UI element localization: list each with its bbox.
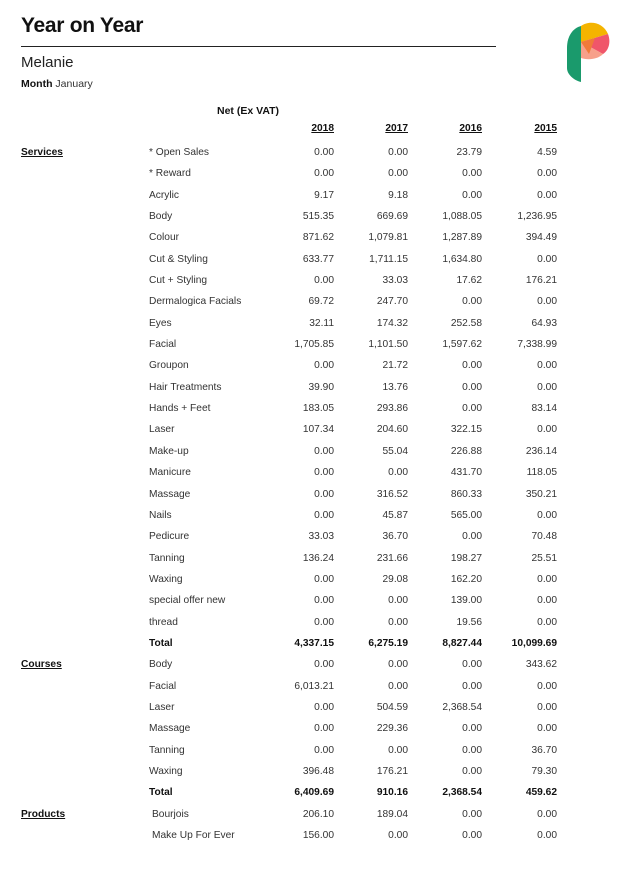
table-row [0, 143, 632, 164]
value-2015: 0.00 [537, 168, 557, 180]
month-label: Month [21, 78, 53, 90]
value-2016: 0.00 [462, 168, 482, 180]
value-2015: 0.00 [537, 616, 557, 628]
row-label: Manicure [149, 467, 191, 479]
value-2015: 343.62 [525, 659, 557, 671]
value-2018: 0.00 [314, 744, 334, 756]
table-row [0, 613, 632, 634]
value-2016: 0.00 [462, 744, 482, 756]
row-label: Laser [149, 701, 175, 713]
value-2017: 0.00 [388, 595, 408, 607]
value-2015: 0.00 [537, 296, 557, 308]
value-2016: 431.70 [450, 467, 482, 479]
value-2018: 0.00 [314, 488, 334, 500]
value-2015: 0.00 [537, 701, 557, 713]
table-row [0, 228, 632, 249]
value-2016: 860.33 [450, 488, 482, 500]
row-label: Make-up [149, 445, 189, 457]
row-label: Massage [149, 723, 191, 735]
table-row [0, 207, 632, 228]
value-2015: 0.00 [537, 573, 557, 585]
value-2016: 0.00 [462, 403, 482, 415]
value-2018: 32.11 [309, 317, 334, 329]
table-row [0, 186, 632, 207]
year-header-2018: 2018 [311, 123, 334, 134]
value-2018: 0.00 [314, 360, 334, 372]
year-header-2016: 2016 [459, 123, 482, 134]
value-2017: 293.86 [376, 403, 408, 415]
year-header-2017: 2017 [385, 123, 408, 134]
value-2017: 0.00 [388, 744, 408, 756]
value-2018: 107.34 [302, 424, 334, 436]
value-2017: 669.69 [376, 211, 408, 223]
value-2018: 633.77 [302, 253, 334, 265]
value-2016: 226.88 [450, 445, 482, 457]
value-2017: 316.52 [376, 488, 408, 500]
value-2017: 0.00 [388, 830, 408, 841]
value-2016: 0.00 [462, 723, 482, 735]
value-2017: 176.21 [376, 765, 408, 777]
value-2017: 910.16 [376, 787, 408, 799]
section-heading-products: Products [21, 808, 66, 820]
year-header-row [0, 123, 632, 143]
value-2015: 10,099.69 [511, 637, 557, 649]
value-2018: 156.00 [302, 830, 334, 841]
row-label: Waxing [149, 765, 183, 777]
table-row [0, 677, 632, 698]
value-2017: 21.72 [382, 360, 408, 372]
value-2017: 189.04 [376, 808, 408, 820]
value-2015: 0.00 [537, 595, 557, 607]
row-label: Body [149, 659, 173, 671]
value-2017: 55.04 [382, 445, 408, 457]
value-2016: 0.00 [462, 659, 482, 671]
value-2018: 0.00 [314, 168, 334, 180]
table-row [0, 549, 632, 570]
value-2017: 1,711.15 [369, 253, 408, 265]
row-label: Total [149, 787, 173, 799]
value-2018: 183.05 [302, 403, 334, 415]
value-2018: 871.62 [302, 232, 334, 244]
value-2015: 25.51 [531, 552, 557, 564]
value-2018: 396.48 [302, 765, 334, 777]
value-2015: 0.00 [537, 830, 557, 841]
row-label: special offer new [149, 595, 226, 607]
value-2018: 0.00 [314, 573, 334, 585]
row-label: Bourjois [152, 808, 189, 820]
value-2016: 139.00 [450, 595, 482, 607]
value-2016: 0.00 [462, 360, 482, 372]
value-2015: 4.59 [537, 147, 557, 158]
section-heading-services: Services [21, 147, 63, 158]
table-row [0, 399, 632, 420]
table-row [0, 314, 632, 335]
value-2015: 79.30 [531, 765, 557, 777]
total-row [0, 634, 632, 655]
table-row [0, 527, 632, 548]
value-2017: 9.18 [388, 189, 408, 201]
row-label: Colour [149, 232, 180, 244]
year-header-2015: 2015 [534, 123, 557, 134]
table-row [0, 591, 632, 612]
value-2015: 0.00 [537, 424, 557, 436]
value-2016: 198.27 [450, 552, 482, 564]
table-row [0, 570, 632, 591]
value-2015: 0.00 [537, 808, 557, 820]
value-2018: 9.17 [314, 189, 334, 201]
row-label: Eyes [149, 317, 172, 329]
value-2016: 0.00 [462, 531, 482, 543]
row-label: Make Up For Ever [152, 830, 235, 841]
row-label: Dermalogica Facials [149, 296, 242, 308]
row-label: Facial [149, 680, 177, 692]
value-2017: 45.87 [382, 509, 408, 521]
month-filter [21, 78, 93, 90]
value-2018: 1,705.85 [294, 339, 334, 351]
row-label: Body [149, 211, 173, 223]
value-2017: 1,101.50 [368, 339, 408, 351]
table-row [0, 485, 632, 506]
value-2017: 0.00 [388, 680, 408, 692]
table-row [0, 506, 632, 527]
value-2015: 0.00 [537, 723, 557, 735]
value-2018: 6,409.69 [294, 787, 334, 799]
value-2016: 0.00 [462, 381, 482, 393]
value-2018: 0.00 [314, 595, 334, 607]
value-2017: 247.70 [376, 296, 408, 308]
value-2018: 33.03 [308, 531, 334, 543]
value-2016: 2,368.54 [442, 787, 482, 799]
value-2017: 0.00 [388, 467, 408, 479]
value-2018: 206.10 [302, 808, 334, 820]
value-2016: 1,287.89 [442, 232, 482, 244]
table-row [0, 356, 632, 377]
value-2017: 0.00 [388, 659, 408, 671]
value-2017: 229.36 [376, 723, 408, 735]
value-2018: 0.00 [314, 723, 334, 735]
value-2017: 0.00 [388, 616, 408, 628]
row-label: Massage [149, 488, 191, 500]
month-value: January [55, 78, 93, 90]
report-title: Year on Year [21, 14, 144, 37]
table-row [0, 335, 632, 356]
section-heading-courses: Courses [21, 659, 62, 671]
value-2015: 394.49 [525, 232, 557, 244]
row-label: Hair Treatments [149, 381, 222, 393]
table-row [0, 719, 632, 740]
table-row [0, 378, 632, 399]
value-2018: 515.35 [302, 211, 334, 223]
value-2015: 459.62 [525, 787, 557, 799]
table-row [0, 292, 632, 313]
value-2018: 0.00 [314, 701, 334, 713]
value-2016: 19.56 [456, 616, 482, 628]
net-ex-vat-label: Net (Ex VAT) [217, 105, 280, 117]
value-2016: 23.79 [456, 147, 482, 158]
row-label: * Open Sales [149, 147, 210, 158]
table-row [0, 442, 632, 463]
value-2015: 236.14 [525, 445, 557, 457]
row-label: Total [149, 637, 173, 649]
value-2016: 0.00 [462, 680, 482, 692]
value-2017: 504.59 [376, 701, 408, 713]
value-2018: 0.00 [314, 616, 334, 628]
row-label: Nails [149, 509, 172, 521]
value-2018: 0.00 [314, 275, 334, 287]
value-2015: 7,338.99 [517, 339, 557, 351]
value-2016: 2,368.54 [442, 701, 482, 713]
report-rows [0, 143, 632, 847]
row-label: Laser [149, 424, 175, 436]
value-2016: 322.15 [450, 424, 482, 436]
value-2018: 0.00 [314, 445, 334, 457]
value-2016: 0.00 [462, 765, 482, 777]
value-2018: 136.24 [302, 552, 334, 564]
value-2017: 0.00 [388, 147, 408, 158]
table-row [0, 250, 632, 271]
value-2017: 204.60 [376, 424, 408, 436]
value-2016: 252.58 [450, 317, 482, 329]
row-label: Cut + Styling [149, 275, 208, 287]
row-label: Tanning [149, 552, 185, 564]
table-row [0, 655, 632, 676]
table-row [0, 698, 632, 719]
table-row [0, 271, 632, 292]
value-2016: 0.00 [462, 189, 482, 201]
row-label: thread [149, 616, 178, 628]
value-2017: 13.76 [382, 381, 408, 393]
value-2015: 0.00 [537, 509, 557, 521]
value-2017: 1,079.81 [368, 232, 408, 244]
value-2015: 0.00 [537, 253, 557, 265]
value-2015: 118.05 [526, 467, 557, 479]
value-2018: 69.72 [308, 296, 334, 308]
value-2015: 176.21 [525, 275, 557, 287]
table-row [0, 420, 632, 441]
total-row [0, 783, 632, 804]
value-2017: 36.70 [382, 531, 408, 543]
value-2016: 1,088.05 [442, 211, 482, 223]
value-2018: 0.00 [314, 147, 334, 158]
value-2018: 0.00 [314, 467, 334, 479]
row-label: Facial [149, 339, 177, 351]
value-2018: 4,337.15 [294, 637, 334, 649]
value-2017: 29.08 [382, 573, 408, 585]
value-2016: 8,827.44 [442, 637, 482, 649]
value-2015: 64.93 [531, 317, 557, 329]
value-2015: 1,236.95 [517, 211, 557, 223]
value-2016: 1,597.62 [442, 339, 482, 351]
value-2016: 0.00 [462, 296, 482, 308]
row-label: Hands + Feet [149, 403, 211, 415]
table-row [0, 805, 632, 826]
row-label: Tanning [149, 744, 185, 756]
report-table [0, 123, 632, 847]
table-row [0, 463, 632, 484]
value-2015: 0.00 [537, 360, 557, 372]
value-2018: 6,013.21 [294, 680, 334, 692]
value-2016: 162.20 [450, 573, 482, 585]
row-label: * Reward [149, 168, 191, 180]
row-label: Acrylic [149, 189, 179, 201]
row-label: Groupon [149, 360, 189, 372]
value-2015: 83.14 [531, 403, 557, 415]
value-2017: 174.32 [376, 317, 408, 329]
value-2015: 0.00 [537, 381, 557, 393]
value-2015: 70.48 [531, 531, 557, 543]
logo-stem [567, 26, 581, 82]
value-2015: 0.00 [537, 189, 557, 201]
row-label: Waxing [149, 573, 183, 585]
row-label: Pedicure [149, 531, 190, 543]
value-2016: 1,634.80 [442, 253, 482, 265]
value-2018: 0.00 [314, 659, 334, 671]
value-2017: 33.03 [382, 275, 408, 287]
title-divider [21, 46, 496, 47]
value-2015: 350.21 [525, 488, 557, 500]
value-2016: 17.62 [456, 275, 482, 287]
table-row [0, 762, 632, 783]
value-2017: 6,275.19 [368, 637, 408, 649]
row-label: Cut & Styling [149, 253, 208, 265]
table-row [0, 826, 632, 847]
value-2016: 0.00 [462, 830, 482, 841]
table-row [0, 164, 632, 185]
value-2016: 0.00 [462, 808, 482, 820]
value-2015: 0.00 [537, 680, 557, 692]
value-2017: 231.66 [376, 552, 408, 564]
value-2017: 0.00 [388, 168, 408, 180]
staff-name: Melanie [21, 54, 74, 71]
value-2018: 0.00 [314, 509, 334, 521]
value-2018: 39.90 [308, 381, 334, 393]
value-2015: 36.70 [531, 744, 557, 756]
brand-logo-icon [565, 18, 611, 86]
table-row [0, 741, 632, 762]
value-2016: 565.00 [450, 509, 482, 521]
